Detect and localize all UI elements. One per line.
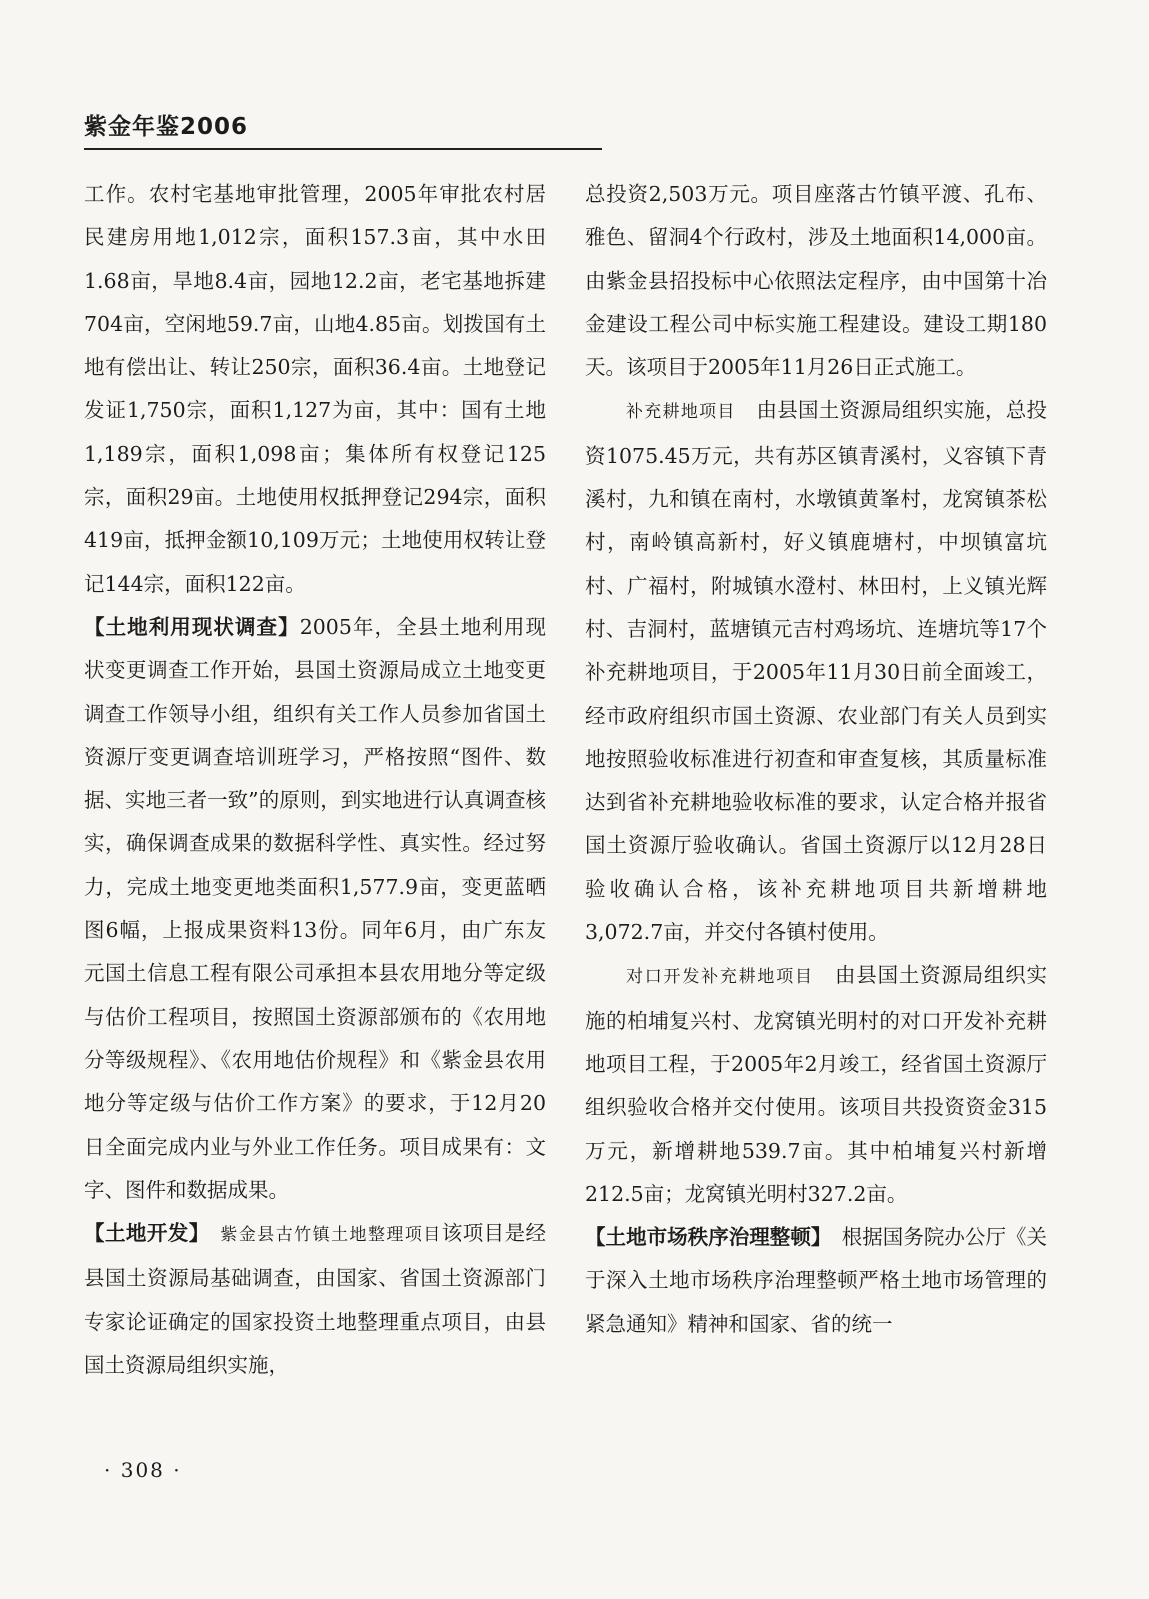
left-paragraph-3 (84, 1212, 546, 1387)
left-column (84, 173, 546, 1387)
right-paragraph-2 (585, 389, 1047, 954)
supplementary-farmland-text: 由县国土资源局组织实施，总投资1075.45万元，共有苏区镇青溪村，义容镇下青溪村，九和镇在南村，水墩镇黄峯村，龙窝镇茶松村，南岭镇高新村，好义镇鹿塘村，中坝镇富坑村、广福村，附城镇水澄村、林田村，上义镇光辉村、吉洞村，蓝塘镇元吉村鸡场坑、连塘坑等17个补充耕地项目，于2005年11月30日前全面竣工，经市政府组织市国土资源、农业部门有关人员到实地按照验收标准进行初查和审查复核，其质量标准达到省补充耕地验收标准的要求，认定合格并报省国土资源厅验收确认。省国土资源厅以12月28日验收确认合格，该补充耕地项目共新增耕地3,072.7亩，并交付各镇村使用。 (585, 398, 1048, 945)
running-header: 紫金年鉴2006 (84, 114, 249, 140)
header-rule (84, 148, 602, 150)
section-heading-land-development: 【土地开发】 (84, 1221, 200, 1246)
subheading-supplementary-farmland: 补充耕地项目 (626, 402, 736, 423)
left-paragraph-1: 工作。农村宅基地审批管理，2005年审批农村居民建房用地1,012宗，面积157.3亩，其中水田1.68亩，旱地8.4亩，园地12.2亩，老宅基地拆建704亩，空闲地59.7亩，山地4.85亩。划拨国有土地有偿出让、转让250宗，面积36.4亩。土地登记发证1,750宗，面积1,127为亩，其中：国有土地1,189宗，面积1,098亩；集体所有权登记125宗，面积29亩。土地使用权抵押登记294宗，面积419亩，抵押金额10,109万元；土地使用权转让登记144宗，面积122亩。 (84, 182, 546, 596)
land-use-survey-text: 2005年，全县土地利用现状变更调查工作开始，县国土资源局成立土地变更调查工作领导小组，组织有关工作人员参加省国土资源厅变更调查培训班学习，严格按照“图件、数据、实地三者一致”的原则，到实地进行认真调查核实，确保调查成果的数据科学性、真实性。经过努力，完成土地变更地类面积1,577.9亩，变更蓝晒图6幅，上报成果资料13份。同年6月，由广东友元国土信息工程有限公司承担本县农用地分等定级与估价工程项目，按照国土资源部颁布的《农用地分等级规程》、《农用地估价规程》和《紫金县农用地分等定级与估价工作方案》的要求，于12月20日全面完成内业与外业工作任务。项目成果有：文字、图件和数据成果。 (84, 614, 547, 1202)
market-rectification-text: 根据国务院办公厅《关于深入土地市场秩序治理整顿严格土地市场管理的紧急通知》精神和国家、省的统一 (585, 1225, 1048, 1336)
page-number: · 308 · (104, 1458, 182, 1482)
left-paragraph-2 (84, 606, 546, 1212)
right-column (585, 173, 1047, 1346)
section-heading-land-use-survey: 【土地利用现状调查】 (84, 614, 300, 639)
subheading-guzhu-project: 紫金县古竹镇土地整理项目 (220, 1225, 442, 1246)
right-paragraph-3 (585, 954, 1047, 1216)
subheading-paired-development: 对口开发补充耕地项目 (626, 967, 814, 988)
section-heading-market-rectification: 【土地市场秩序治理整顿】 (585, 1225, 822, 1250)
paired-development-text: 由县国土资源局组织实施的柏埔复兴村、龙窝镇光明村的对口开发补充耕地项目工程，于2005年2月竣工，经省国土资源厅组织验收合格并交付使用。该项目共投资资金315万元，新增耕地539.7亩。其中柏埔复兴村新增212.5亩；龙窝镇光明村327.2亩。 (585, 963, 1048, 1206)
right-paragraph-1: 总投资2,503万元。项目座落古竹镇平渡、孔布、雅色、留洞4个行政村，涉及土地面积14,000亩。由紫金县招投标中心依照法定程序，由中国第十冶金建设工程公司中标实施工程建设。建设工期180天。该项目于2005年11月26日正式施工。 (585, 182, 1047, 380)
land-development-text: 该项目是经县国土资源局基础调查，由国家、省国土资源部门专家论证确定的国家投资土地整理重点项目，由县国土资源局组织实施， (84, 1221, 547, 1378)
right-paragraph-4 (585, 1216, 1047, 1346)
